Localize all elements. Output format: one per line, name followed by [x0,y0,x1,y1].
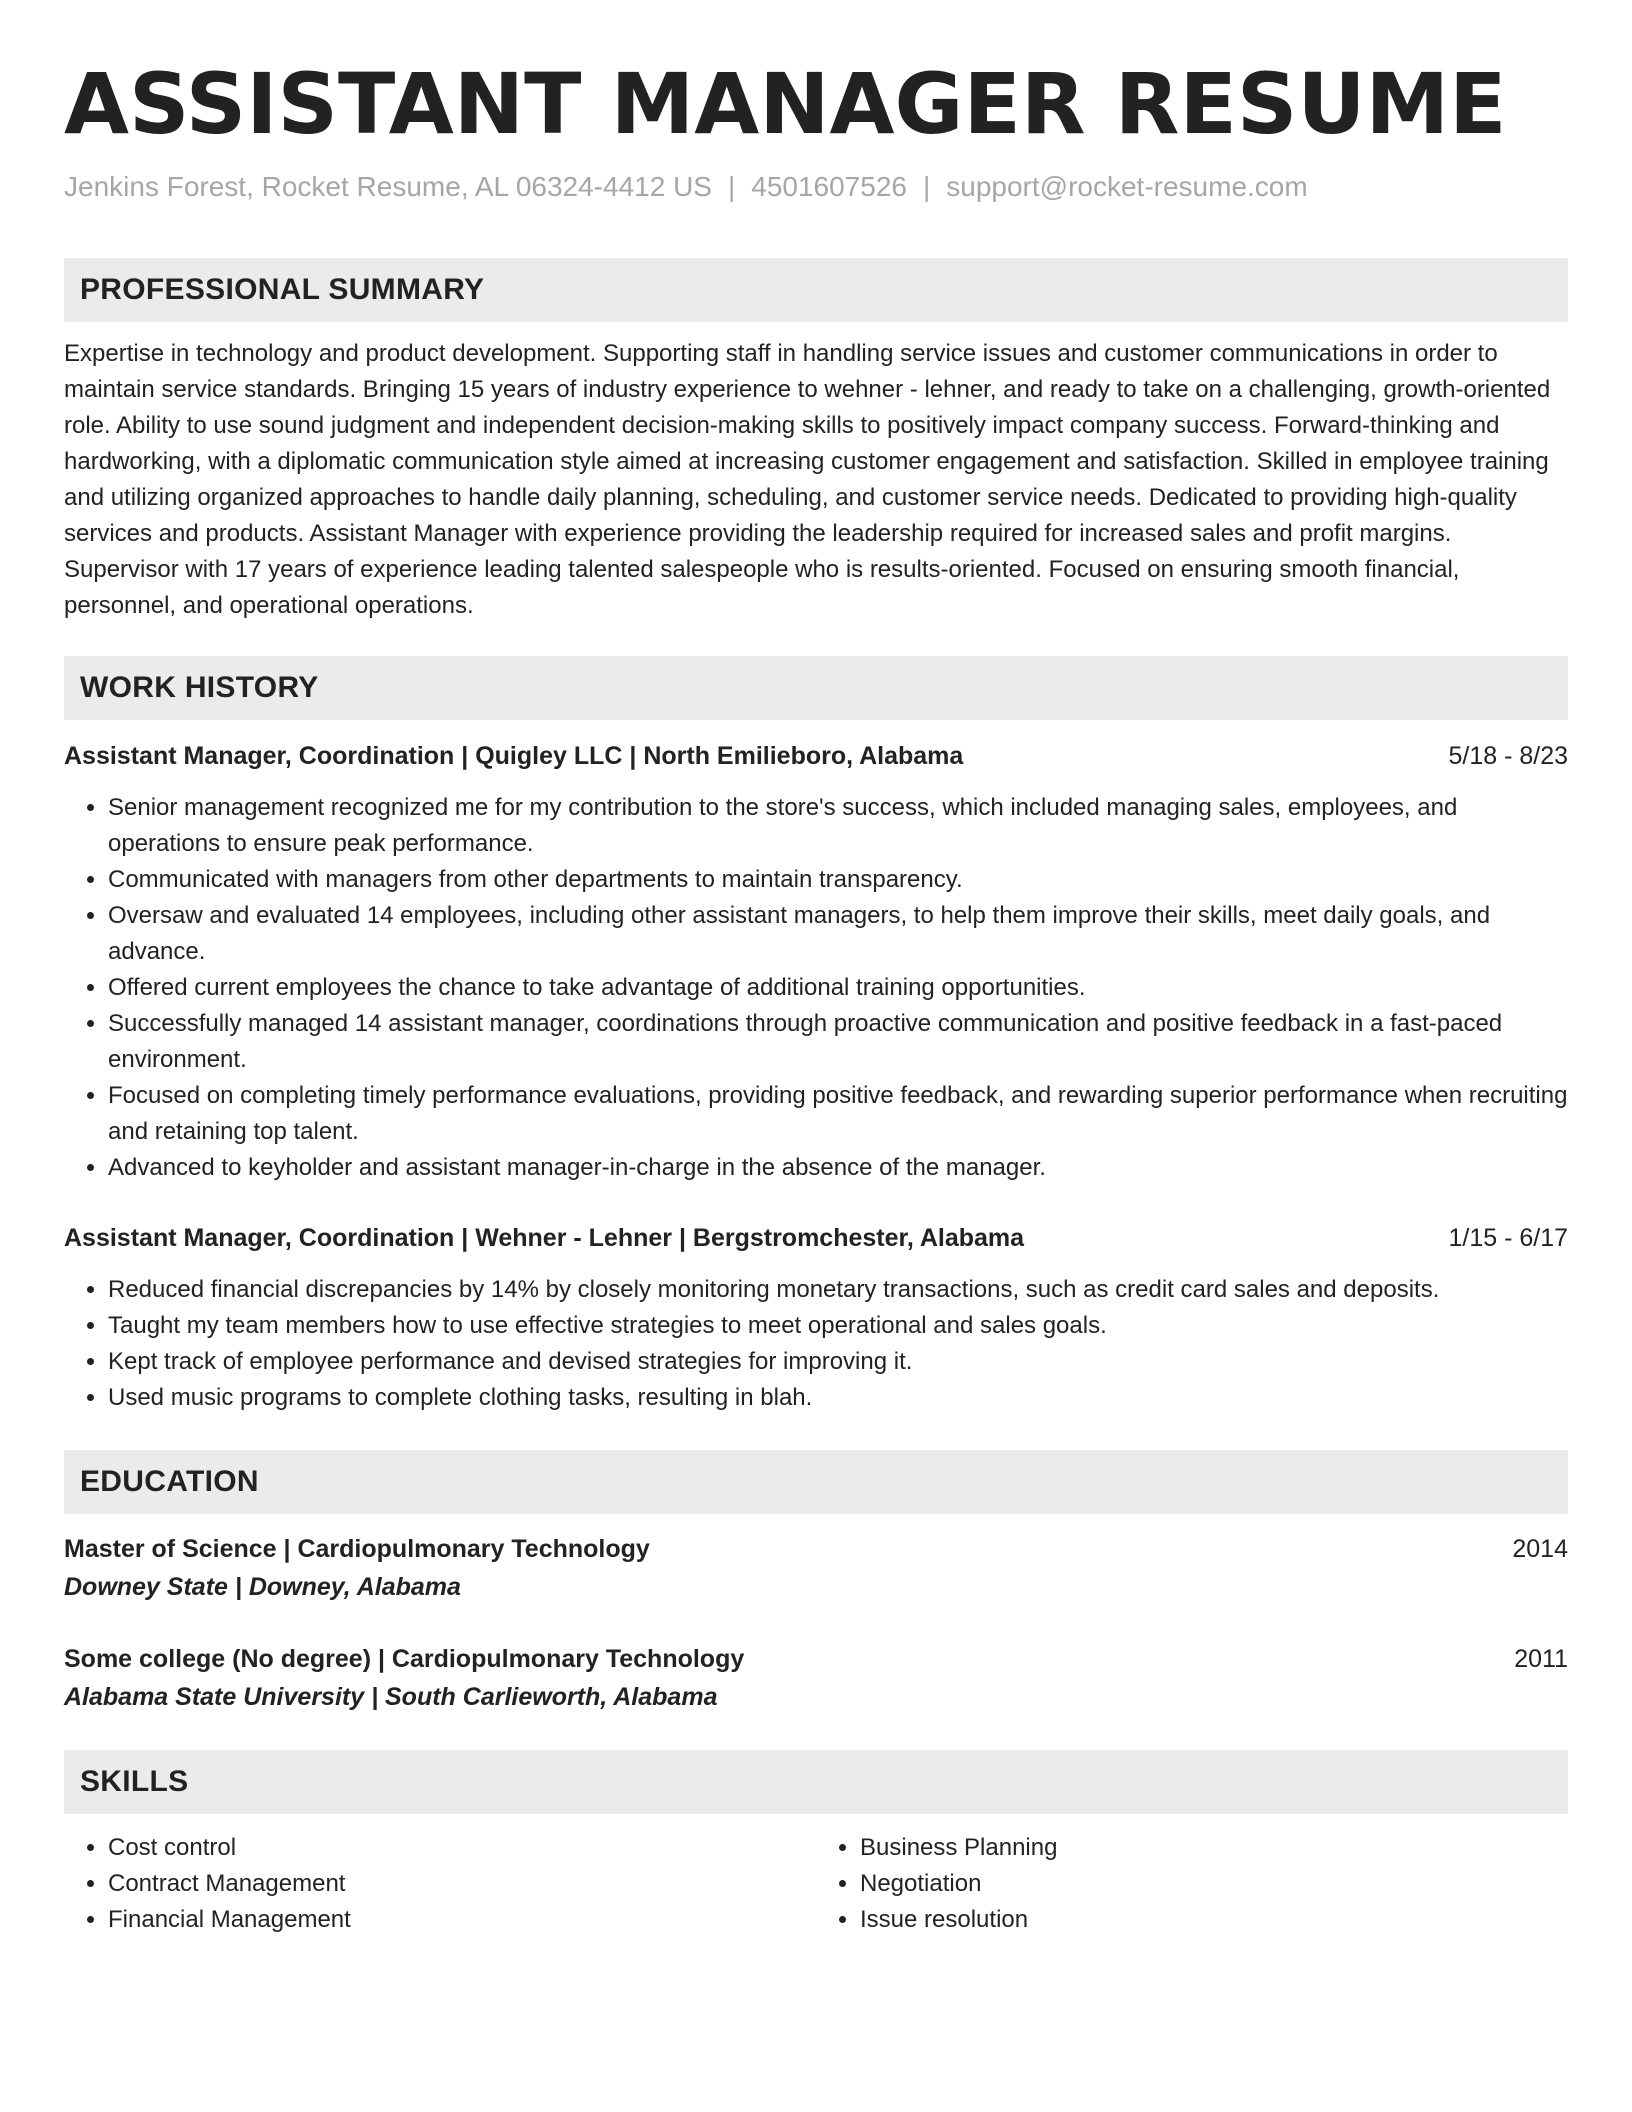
section-title: PROFESSIONAL SUMMARY [80,273,485,306]
job-bullet: • Successfully managed 14 assistant manager, coordinations through proactive communication and positive feedback in a fast-paced environment. [108,1006,1568,1078]
contact-address: Jenkins Forest, Rocket Resume, AL 06324-4412 US [64,171,712,202]
job-entry [64,1220,1568,1416]
job-dates: 1/15 - 6/17 [1448,1224,1568,1252]
job-dates: 5/18 - 8/23 [1448,742,1568,770]
job-bullet: • Offered current employees the chance to take advantage of additional training opportunities. [108,970,1568,1006]
job-bullet: • Taught my team members how to use effective strategies to meet operational and sales goals. [108,1308,1568,1344]
job-bullet: • Focused on completing timely performance evaluations, providing positive feedback, and rewarding superior performance when recruiting and retaining top talent. [108,1078,1568,1150]
skill-item: • Negotiation [860,1866,1568,1902]
skill-item: • Contract Management [108,1866,816,1902]
section-title: SKILLS [80,1765,189,1798]
job-bullet: • Communicated with managers from other departments to maintain transparency. [108,862,1568,898]
job-bullet: • Advanced to keyholder and assistant manager-in-charge in the absence of the manager. [108,1150,1568,1186]
education-header [64,1640,1568,1678]
contact-separator: | [922,171,931,202]
job-bullet: • Used music programs to complete clothing tasks, resulting in blah. [108,1380,1568,1416]
section-title: EDUCATION [80,1465,259,1498]
education-entry [64,1640,1568,1716]
section-header-work-history [64,656,1568,720]
skill-item: • Business Planning [860,1830,1568,1866]
education-header [64,1530,1568,1568]
job-bullet: • Reduced financial discrepancies by 14% by closely monitoring monetary transactions, such as credit card sales and deposits. [108,1272,1568,1308]
skills-list [64,1830,1568,1938]
section-header-education [64,1450,1568,1514]
education-entry [64,1530,1568,1606]
contact-separator: | [727,171,736,202]
education-school: Alabama State University | South Carlieworth, Alabama [64,1683,718,1711]
job-header [64,1220,1568,1256]
job-bullet: • Senior management recognized me for my contribution to the store's success, which included managing sales, employees, and operations to ensure peak performance. [108,790,1568,862]
skill-item: • Financial Management [108,1902,816,1938]
job-entry [64,738,1568,1186]
job-header [64,738,1568,774]
skill-item: • Cost control [108,1830,816,1866]
skills-column-right [816,1830,1568,1938]
education-degree: Master of Science | Cardiopulmonary Technology [64,1535,650,1563]
education-degree: Some college (No degree) | Cardiopulmonary Technology [64,1645,745,1673]
contact-phone: 4501607526 [751,171,907,202]
education-school: Downey State | Downey, Alabama [64,1573,461,1601]
job-bullet: • Kept track of employee performance and devised strategies for improving it. [108,1344,1568,1380]
skill-item: • Issue resolution [860,1902,1568,1938]
job-bullets [64,790,1568,1186]
education-year: 2014 [1512,1535,1568,1563]
education-year: 2011 [1514,1645,1568,1673]
skills-column-left [64,1830,816,1938]
job-title: Assistant Manager, Coordination | Quigley LLC | North Emilieboro, Alabama [64,742,964,770]
section-header-summary [64,258,1568,322]
contact-email: support@rocket-resume.com [946,171,1308,202]
section-title: WORK HISTORY [80,671,319,704]
contact-line [64,170,1568,204]
summary-text: Expertise in technology and product development. Supporting staff in handling service issues and customer communications in order to maintain service standards. Bringing 15 years of industry experience to wehner - lehner, and ready to take on a challenging, growth-oriented role. Ability to use sound judgment and independent decision-making skills to positively impact company success. Forward-thinking and hardworking, with a diplomatic communication style aimed at increasing customer engagement and satisfaction. Skilled in employee training and utilizing organized approaches to handle daily planning, scheduling, and customer service needs. Dedicated to providing high-quality services and products. Assistant Manager with experience providing the leadership required for increased sales and profit margins. Supervisor with 17 years of experience leading talented salespeople who is results-oriented. Focused on ensuring smooth financial, personnel, and operational operations. [64,340,1551,619]
resume-title: ASSISTANT MANAGER RESUME [64,55,1507,153]
job-bullet: • Oversaw and evaluated 14 employees, including other assistant managers, to help them improve their skills, meet daily goals, and advance. [108,898,1568,970]
job-bullets [64,1272,1568,1416]
section-header-skills [64,1750,1568,1814]
job-title: Assistant Manager, Coordination | Wehner - Lehner | Bergstromchester, Alabama [64,1224,1025,1252]
